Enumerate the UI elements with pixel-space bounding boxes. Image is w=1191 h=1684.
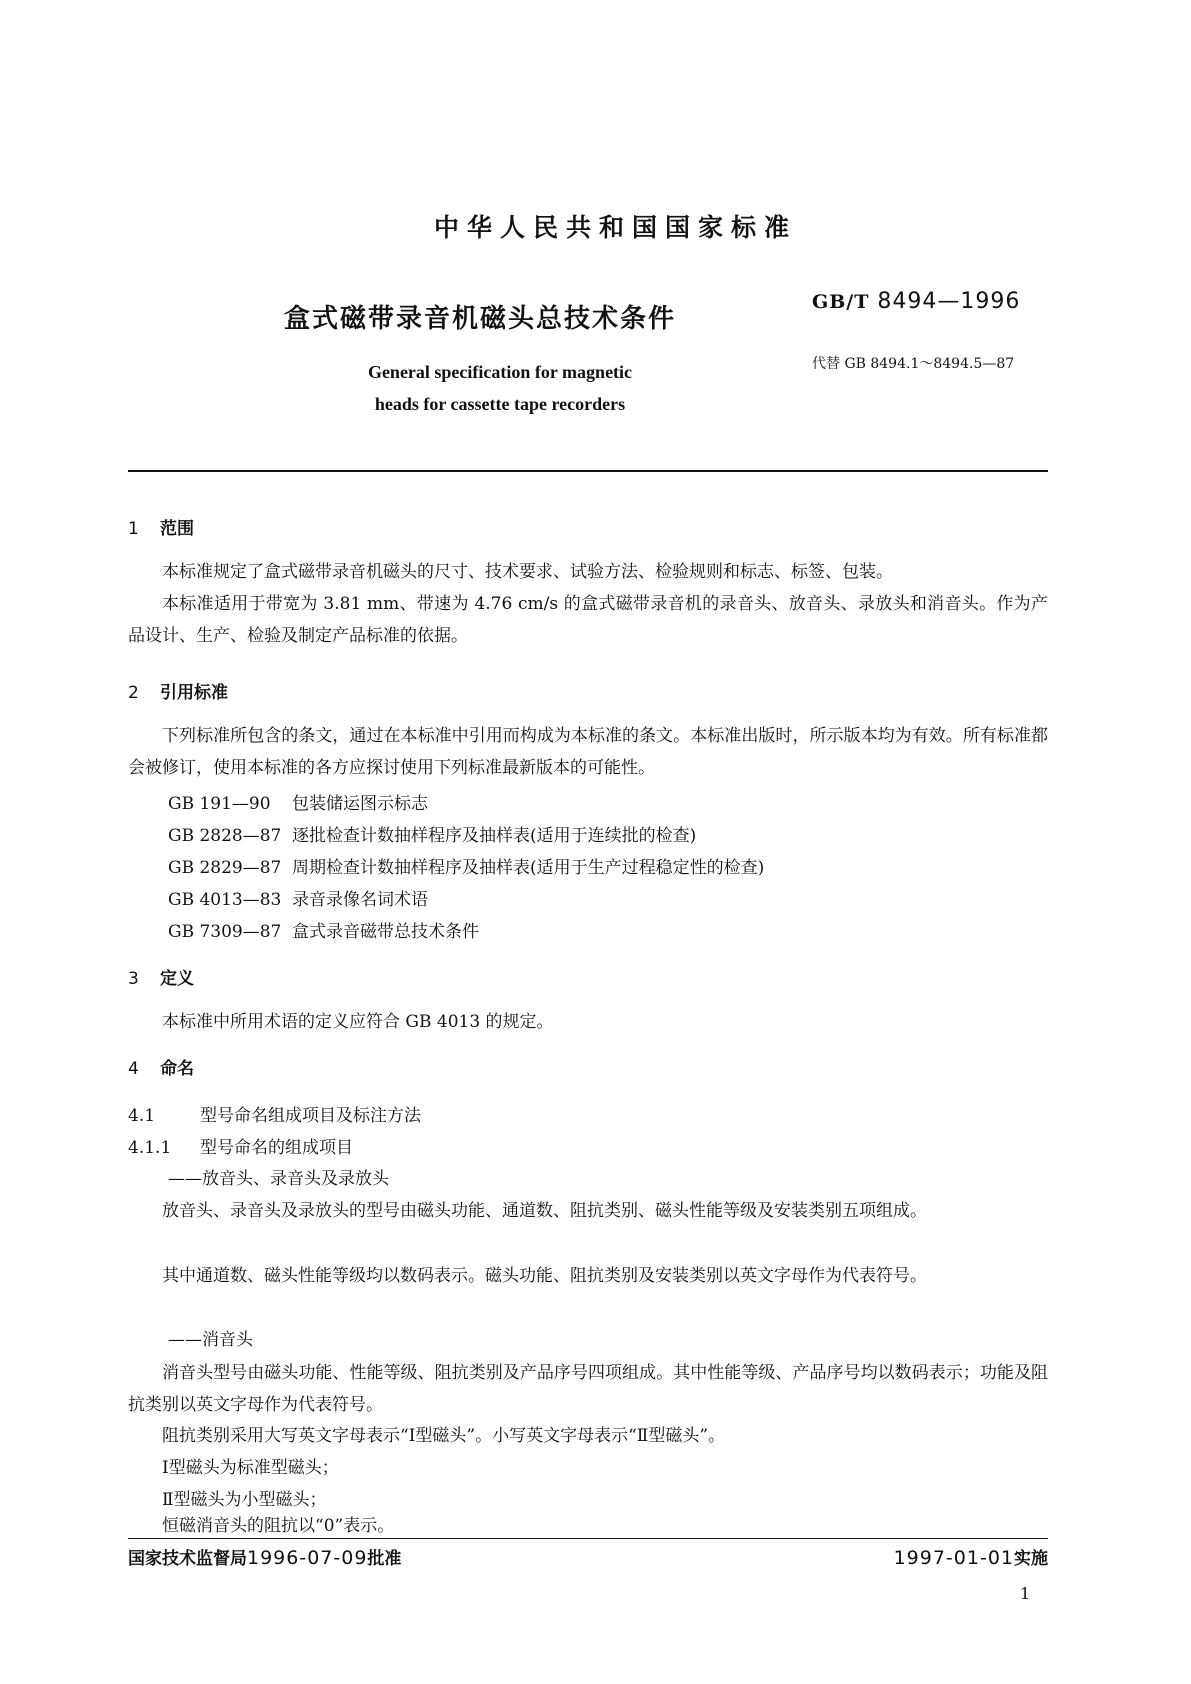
section-4-title: 命名	[160, 1059, 194, 1079]
section-4-paragraph-2: 其中通道数、磁头性能等级均以数码表示。磁头功能、阻抗类别及安装类别以英文字母作为代表符号。	[162, 1266, 927, 1286]
reference-code: GB 191—90	[168, 794, 271, 814]
reference-item	[168, 917, 479, 942]
implementation-suffix: 实施	[1014, 1549, 1048, 1569]
section-1-paragraph-1: 本标准规定了盒式磁带录音机磁头的尺寸、技术要求、试验方法、检验规则和标志、标签、包装。	[162, 562, 893, 582]
section-2-number: 2	[128, 683, 139, 703]
section-3-paragraph-1: 本标准中所用术语的定义应符合 GB 4013 的规定。	[162, 1012, 554, 1032]
section-4-paragraph-5: Ⅰ型磁头为标准型磁头；	[162, 1458, 339, 1478]
standard-number-value: 8494—1996	[877, 289, 1021, 314]
standard-title: 盒式磁带录音机磁头总技术条件	[284, 304, 677, 334]
english-title-line-2: heads for cassette tape recorders	[374, 394, 626, 414]
page-number: 1	[1020, 1584, 1031, 1603]
reference-title: 包装储运图示标志	[292, 794, 428, 814]
section-4-number: 4	[128, 1059, 139, 1079]
subsection-4-1-1-title: 型号命名的组成项目	[200, 1138, 353, 1158]
implementation-date: 1997-01-01	[893, 1547, 1014, 1569]
section-2-title: 引用标准	[160, 683, 228, 703]
replaces-note: 代替 GB 8494.1～8494.5—87	[812, 356, 1015, 372]
section-3-number: 3	[128, 969, 139, 989]
reference-item	[168, 821, 696, 846]
reference-item	[168, 853, 764, 878]
dash-item-heads: ——放音头、录音头及录放头	[168, 1169, 389, 1189]
standard-number	[812, 289, 1020, 314]
reference-code: GB 7309—87	[168, 922, 282, 942]
section-2-heading	[128, 678, 228, 703]
reference-title: 盒式录音磁带总技术条件	[292, 922, 479, 942]
national-standard-title: 中华人民共和国国家标准	[433, 213, 797, 242]
header-divider	[128, 470, 1048, 472]
subsection-4-1-heading	[128, 1101, 421, 1126]
section-1-title: 范围	[160, 519, 194, 539]
subsection-4-1-number: 4.1	[128, 1106, 156, 1126]
reference-item	[168, 789, 428, 814]
section-4-paragraph-6: Ⅱ型磁头为小型磁头；	[162, 1490, 327, 1510]
reference-code: GB 4013—83	[168, 890, 282, 910]
section-4-paragraph-4: 阻抗类别采用大写英文字母表示“Ⅰ型磁头”。小写英文字母表示“Ⅱ型磁头”。	[162, 1426, 726, 1446]
footer-divider	[128, 1538, 1048, 1539]
implementation-line	[860, 1544, 1048, 1569]
approval-line	[128, 1544, 401, 1569]
approval-suffix: 批准	[367, 1549, 402, 1569]
reference-item	[168, 885, 428, 910]
section-4-paragraph-3: 消音头型号由磁头功能、性能等级、阻抗类别及产品序号四项组成。其中性能等级、产品序号均以数码表示；功能及阻抗类别以英文字母作为代表符号。	[128, 1363, 1048, 1415]
section-4-heading	[128, 1054, 194, 1079]
section-1-number: 1	[128, 519, 139, 539]
subsection-4-1-title: 型号命名组成项目及标注方法	[200, 1106, 421, 1126]
reference-code: GB 2829—87	[168, 858, 282, 878]
approval-org: 国家技术监督局	[128, 1549, 247, 1569]
subsection-4-1-1-heading	[128, 1133, 353, 1158]
reference-title: 周期检查计数抽样程序及抽样表(适用于生产过程稳定性的检查)	[292, 858, 765, 878]
reference-code: GB 2828—87	[168, 826, 282, 846]
standard-prefix: GB/T	[812, 291, 870, 313]
section-1-heading	[128, 514, 194, 539]
reference-title: 录音录像名词术语	[292, 890, 428, 910]
approval-date: 1996-07-09	[247, 1547, 368, 1569]
section-4-paragraph-1: 放音头、录音头及录放头的型号由磁头功能、通道数、阻抗类别、磁头性能等级及安装类别五项组成。	[162, 1201, 927, 1221]
section-4-paragraph-7: 恒磁消音头的阻抗以“0”表示。	[162, 1516, 395, 1536]
reference-title: 逐批检查计数抽样程序及抽样表(适用于连续批的检查)	[292, 826, 697, 846]
english-title-line-1: General specification for magnetic	[367, 362, 633, 382]
section-2-paragraph-1: 下列标准所包含的条文，通过在本标准中引用而构成为本标准的条文。本标准出版时，所示版本均为有效。所有标准都会被修订，使用本标准的各方应探讨使用下列标准最新版本的可能性。	[128, 726, 1048, 778]
subsection-4-1-1-number: 4.1.1	[128, 1138, 172, 1158]
dash-item-erase-head: ——消音头	[168, 1330, 253, 1350]
section-3-title: 定义	[160, 969, 194, 989]
section-1-paragraph-2: 本标准适用于带宽为 3.81 mm、带速为 4.76 cm/s 的盒式磁带录音机的录音头、放音头、录放头和消音头。作为产品设计、生产、检验及制定产品标准的依据。	[128, 594, 1048, 646]
section-3-heading	[128, 964, 194, 989]
